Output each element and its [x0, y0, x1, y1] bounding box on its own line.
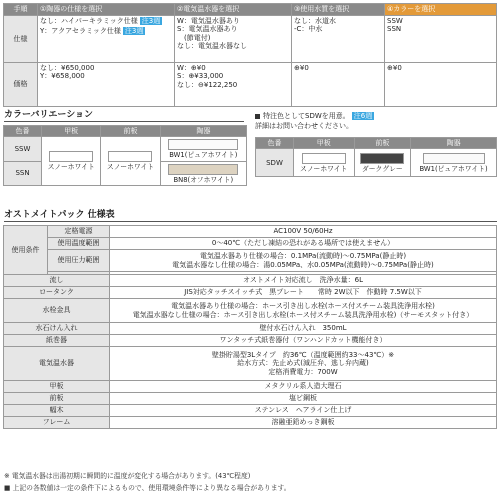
top-swatch-cell: スノーホワイト: [42, 137, 101, 185]
col-code: 色番: [4, 126, 42, 137]
pure-white-swatch: [168, 139, 238, 150]
footnote-heater: ※ 電気温水器は出湯初期に瞬間的に温度が変化する場合があります。(43℃程度): [4, 472, 251, 480]
header-ceramic: ①陶器の仕様を選択: [38, 4, 175, 16]
lead-time-tag: 注6週: [353, 112, 373, 120]
snow-white-swatch: [108, 151, 152, 162]
usage-category: 使用条件: [4, 226, 48, 275]
header-water: ③使用水質を選択: [292, 4, 385, 16]
row-label-spec: 仕様: [4, 16, 38, 63]
color-section-title: カラーバリエーション: [4, 110, 244, 122]
special-color-note: 特注色としてSDWを用意。 注6週 詳細はお問い合わせください。: [255, 112, 373, 131]
special-color-table: 色番 甲板 前板 陶器 SDW スノーホワイト ダークグレー BW1(ピュアホワイト): [255, 137, 497, 177]
footnote-values: ■ 上記の各数値は一定の条件下によるもので、使用環境条件等により異なる場合があります。: [4, 484, 291, 492]
lead-time-tag: 注3週: [141, 17, 161, 25]
spec-water: なし：水道水 -C：中水: [292, 16, 385, 63]
color-table: [3, 125, 247, 186]
off-white-swatch: [168, 164, 238, 175]
ceramic-swatch-cell: BN8(オフホワイト): [160, 161, 246, 185]
spec-color: SSW SSN: [385, 16, 497, 63]
color-code: SSW: [4, 137, 42, 161]
color-code: SDW: [256, 149, 294, 177]
header-step: 手順: [4, 4, 38, 16]
price-heater: W：⊕¥0 S：⊕¥33,000 なし：⊖¥122,250: [175, 63, 292, 107]
ceramic-swatch-cell: BW1(ピュアホワイト): [411, 149, 497, 177]
row-label-price: 価格: [4, 63, 38, 107]
price-ceramic: なし：¥650,000 Y：¥658,000: [38, 63, 175, 107]
ceramic-swatch-cell: BW1(ピュアホワイト): [160, 137, 246, 161]
pure-white-swatch: [423, 153, 485, 164]
spec-heater: W：電気温水器あり S：電気温水器あり (節電付) なし：電気温水器なし: [175, 16, 292, 63]
spec-ceramic: なし：ハイパーキラミック仕様 注3週 Y：アクアセラミック仕様 注3週: [38, 16, 175, 63]
dark-gray-swatch: [360, 153, 404, 164]
spec-section-title: オストメイトパック 仕様表: [4, 210, 497, 222]
color-code: SSN: [4, 161, 42, 185]
price-color: ⊕¥0: [385, 63, 497, 107]
header-heater: ②電気温水器を選択: [175, 4, 292, 16]
col-front: 前板: [101, 126, 160, 137]
lead-time-tag: 注3週: [124, 27, 144, 36]
snow-white-swatch: [49, 151, 93, 162]
header-color: ④カラーを選択: [385, 4, 497, 16]
top-swatch-cell: スノーホワイト: [294, 149, 355, 177]
options-table: [3, 3, 497, 107]
col-ceramic: 陶器: [160, 126, 246, 137]
snow-white-swatch: [302, 153, 346, 164]
col-top: 甲板: [42, 126, 101, 137]
price-water: ⊕¥0: [292, 63, 385, 107]
front-swatch-cell: スノーホワイト: [101, 137, 160, 185]
bullet-square-icon: [255, 114, 260, 119]
spec-table: 使用条件 定格電源 AC100V 50/60Hz 使用温度範囲 0～40℃（ただし凍結の恐れがある場所では使えません） 使用圧力範囲 電気温水器あり仕様の場合：0.1MPa(流動時)～0.75MPa(静止時) 電気温水器なし仕様の場合：湯0.05MPa、水0.05MPa(流動時)～0.75MPa(静止時) 流し オストメイト対応流し 洗浄水量：6L ロータンク JIS対応タッチスイッチ式 黒プレート 常時 2W以下 作動時 7.5W以下 水栓金具 電気温水器あり仕様の場合：ホース引き出し水栓(ホース付スチーム装具洗浄用水栓) 電気温水器なし仕様の場合：ホース引き出し水栓(ホース付スチーム装具洗浄用水栓)（サーモスタット付き） 水石けん入れ 壁付水石けん入れ 350mL 紙巻器 ワンタッチ式紙巻器付（ワンハンドカット機能付き） 電気温水器 壁掛貯湯型3Lタイプ 約36℃（温度範囲約33～43℃）※ 給水方式：先止め式(減圧弁、逃し弁内蔵) 定格消費電力：700W 甲板 メタクリル系人造大理石 前板 塩ビ鋼板 幅木 ステンレス ヘアライン仕上げ フレーム 溶融亜鉛めっき鋼板: [3, 225, 497, 429]
front-swatch-cell: ダークグレー: [354, 149, 411, 177]
